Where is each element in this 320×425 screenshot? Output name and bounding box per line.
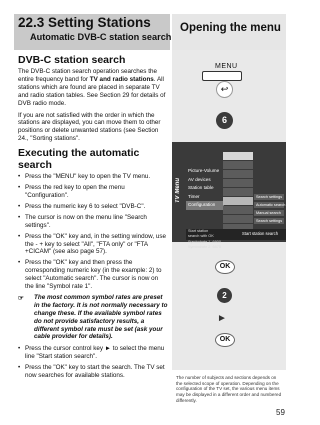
tv-status-hint: Start station search with OK [188,229,214,238]
ok-key-icon: OK [215,333,235,347]
ok-key-icon: OK [215,260,235,274]
right-header-title: Opening the menu [180,22,281,34]
tv-submenu-item [223,179,253,187]
numeric-key-2-icon: 2 [217,288,232,303]
pointing-hand-icon: ☞ [18,294,24,302]
note-block [18,294,168,341]
footnote: The number of subjects and sections depends on the selected scope of operation. Depending on the configuration of the TV set, the various menu items may be displayed in a different order and numbered differently. [176,375,282,403]
tv-search-item: Search settings [256,218,283,223]
tv-menu-item: Station table [188,185,214,191]
step-item: • Press the cursor control key ► to select the menu line "Start station search". [18,345,168,361]
tv-start-search-label: Start station search [242,231,279,236]
menu-key-label: MENU [215,63,238,70]
tv-menu-item: Picture-Volume [188,168,220,173]
intro-paragraph: The DVB-C station search operation searches the entire frequency band for TV and radio stations. All stations which are found are placed in separate TV and radio station tables. See Section 29 for details of DVB radio mode. [18,68,166,107]
tv-submenu-item [223,152,253,160]
tv-symbolrates: Symbolrate 1 6900 Symbolrate 2 6875 [188,240,221,249]
step-item: • Press the numeric key 6 to select "DVB-C". [18,203,168,211]
tv-menu-item: AV devices [188,176,211,182]
step-item: • The cursor is now on the menu line "Search settings". [18,214,168,230]
tv-submenu-item [223,161,253,169]
tv-submenu-item [223,206,253,214]
tv-search-submenu [254,194,284,226]
tv-search-item: Manual search [254,210,284,216]
heading-dvbc: DVB-C station search [18,54,126,66]
step-item: • Press the "OK" key and then press the corresponding numeric key (in the example: 2) to select "Automatic search". The cursor is now on the line "Symbol rate 1". [18,259,168,291]
steps-list-2 [18,345,168,380]
tv-menu-screen [172,142,286,249]
tv-menu-item: Timer [188,193,200,199]
return-key-icon: ↩ [216,81,233,98]
tv-search-item: Automatic search [256,202,286,207]
tv-submenu-item [223,170,253,178]
cursor-right-key-icon: ► [217,313,227,324]
step-item: • Press the "OK" key to start the search. The TV set now searches for available stations. [18,364,168,380]
tv-menu-rail-label: TV Menu [175,178,181,203]
tv-menu-item-selected: Configuration [186,201,224,210]
step-item: • Press the "OK" key and, in the setting window, use the - + key to select "All", "FTA only" or "FTA +CICAM" (see also page 57). [18,233,168,257]
instructions-column [18,54,168,383]
sorting-paragraph: If you are not satisfied with the order in which the stations are displayed, you can move them to other positions or delete unwanted stations (see Section 24., "Sorting stations". [18,111,161,143]
tv-status-bar [186,229,286,249]
tv-search-item: Search settings [256,195,283,199]
tv-submenu [223,152,253,233]
step-item: • Press the red key to open the menu "Configuration". [18,184,168,200]
heading-execute: Executing the automatic search [18,147,140,172]
note-text: The most common symbol rates are preset in the factory. It is not normally necessary to change these. If the available symbol rates do not provide satisfactory results, a different symbol rate must be set (ask your cable provider for details). [34,293,168,341]
page-number: 59 [276,408,285,417]
step-item: • Press the "MENU" key to open the TV menu. [18,173,168,181]
tv-menu-items [186,167,224,210]
menu-key-icon [202,71,242,81]
steps-list [18,173,168,291]
section-subtitle: Automatic DVB-C station search [30,32,172,42]
tv-submenu-item [223,215,253,223]
section-title: 22.3 Setting Stations [18,15,151,30]
tv-submenu-item-selected [223,197,253,205]
tv-submenu-item [223,188,253,196]
numeric-key-6-icon: 6 [216,112,233,129]
